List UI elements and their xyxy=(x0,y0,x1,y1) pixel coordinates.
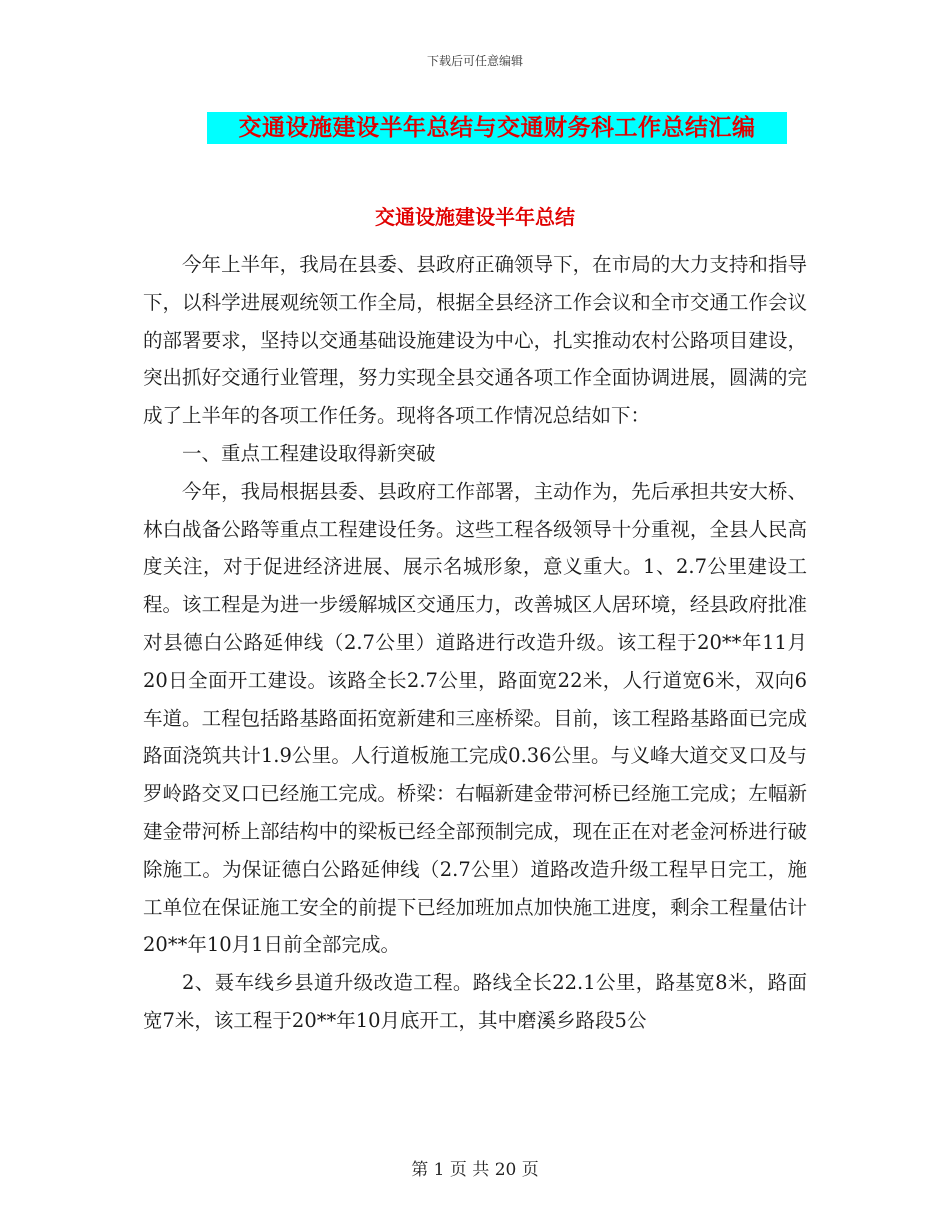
body-paragraph: 2、聂车线乡县道升级改造工程。路线全长22.1公里，路基宽8米，路面宽7米，该工程于20**年10月底开工，其中磨溪乡路段5公 xyxy=(143,971,807,1032)
page-footer: 第 1 页 共 20 页 xyxy=(411,1160,539,1180)
body-paragraph: 今年，我局根据县委、县政府工作部署，主动作为，先后承担共安大桥、林白战备公路等重点工程建设任务。这些工程各级领导十分重视，全县人民高度关注，对于促进经济进展、展示名城形象，意义重大。1、2.7公里建设工程。该工程是为进一步缓解城区交通压力，改善城区人居环境，经县政府批准对县德白公路延伸线（2.7公里）道路进行改造升级。该工程于20**年11月20日全面开工建设。该路全长2.7公里，路面宽22米，人行道宽6米，双向6车道。工程包括路基路面拓宽新建和三座桥梁。目前，该工程路基路面已完成路面浇筑共计1.9公里。人行道板施工完成0.36公里。与义峰大道交叉口及与罗岭路交叉口已经施工完成。桥梁：右幅新建金带河桥已经施工完成；左幅新建金带河桥上部结构中的梁板已经全部预制完成，现在正在对老金河桥进行破除施工。为保证德白公路延伸线（2.7公里）道路改造升级工程早日完工，施工单位在保证施工安全的前提下已经加班加点加快施工进度，剩余工程量估计20**年10月1日前全部完成。 xyxy=(143,479,807,957)
header-note: 下载后可任意编辑 xyxy=(426,54,523,68)
document-body xyxy=(143,246,807,1040)
intro-paragraph: 今年上半年，我局在县委、县政府正确领导下，在市局的大力支持和指导下，以科学进展观统领工作全局，根据全县经济工作会议和全市交通工作会议的部署要求，坚持以交通基础设施建设为中心，扎实推动农村公路项目建设，突出抓好交通行业管理，努力实现全县交通各项工作全面协调进展，圆满的完成了上半年的各项工作任务。现将各项工作情况总结如下： xyxy=(143,253,807,428)
section-heading: 一、重点工程建设取得新突破 xyxy=(182,441,436,465)
section-title: 交通设施建设半年总结 xyxy=(375,205,575,229)
document-title: 交通设施建设半年总结与交通财务科工作总结汇编 xyxy=(207,112,787,144)
